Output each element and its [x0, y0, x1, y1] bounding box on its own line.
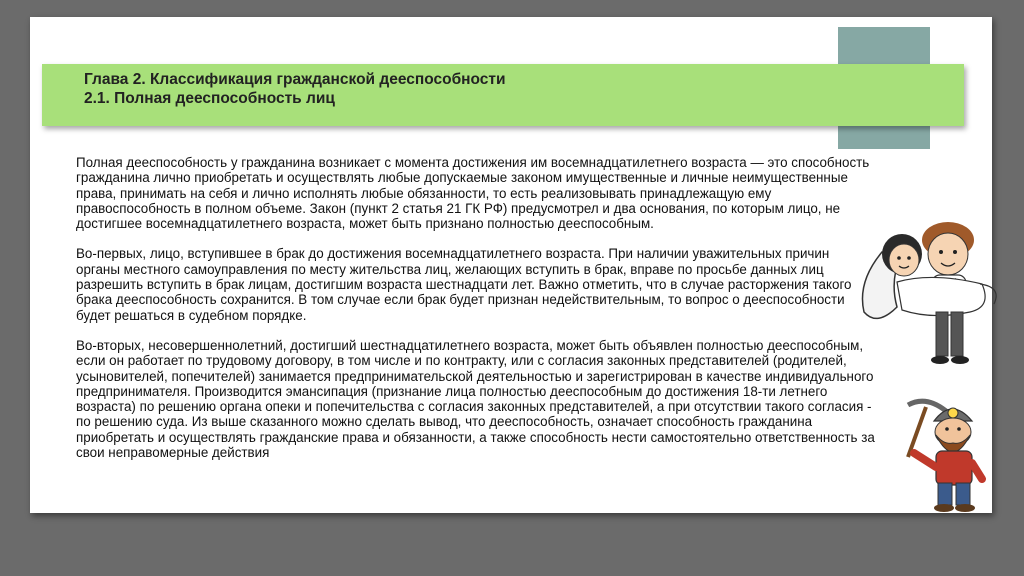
wedding-couple-illustration [852, 212, 1002, 372]
section-title: 2.1. Полная дееспособность лиц [84, 90, 335, 107]
miner-illustration [886, 387, 996, 517]
body-text [76, 155, 876, 475]
slide [30, 17, 992, 513]
title-bar [42, 64, 964, 126]
paragraph-3: Во-вторых, несовершеннолетний, достигший шестнадцатилетнего возраста, может быть объявлен полностью дееспособным, если он работает по трудовому договору, в том числе и по контракту, или с согласия законных представителей (родителей, усыновителей, попечителей) занимается предпринимательской деятельностью и зарегистрирован в качестве индивидуального предпринимателя. Производится эмансипация (признание лица полностью дееспособным до достижения 18-ти летнего возраста) по решению органа опеки и попечительства с согласия законных представителей, а при отсутствии такого согласия - по решению суда. Из выше сказанного можно сделать вывод, что дееспособность, означает способность гражданина приобретать и осуществлять гражданские права и обязанности, а также способность нести самостоятельно ответственность за свои неправомерные действия [76, 337, 875, 461]
chapter-title: Глава 2. Классификация гражданской дееспособности [84, 71, 506, 88]
paragraph-2: Во-первых, лицо, вступившее в брак до достижения восемнадцатилетнего возраста. При наличии уважительных причин органы местного самоуправления по месту жительства лиц, желающих вступить в брак, вправе по просьбе данных лиц разрешить вступить в брак лицам, достигшим возраста шестнадцати лет. Важно отметить, что в случае расторжения такого брака дееспособность сохранится. В том случае если брак будет признан недействительным, то вопрос о дееспособности будет решаться в судебном порядке. [76, 246, 852, 323]
paragraph-1: Полная дееспособность у гражданина возникает с момента достижения им восемнадцатилетнего возраста — это способность гражданина лично приобретать и осуществлять любые допускаемые законом имущественные и личные неимущественные права, принимать на себя и лично исполнять любые обязанности, то есть реализовывать принадлежащую ему правоспособность в полном объеме. Закон (пункт 2 статья 21 ГК РФ) предусмотрел и два основания, по которым лицо, не достигшее восемнадцатилетнего возраста, может быть признано полностью дееспособным. [76, 155, 870, 232]
